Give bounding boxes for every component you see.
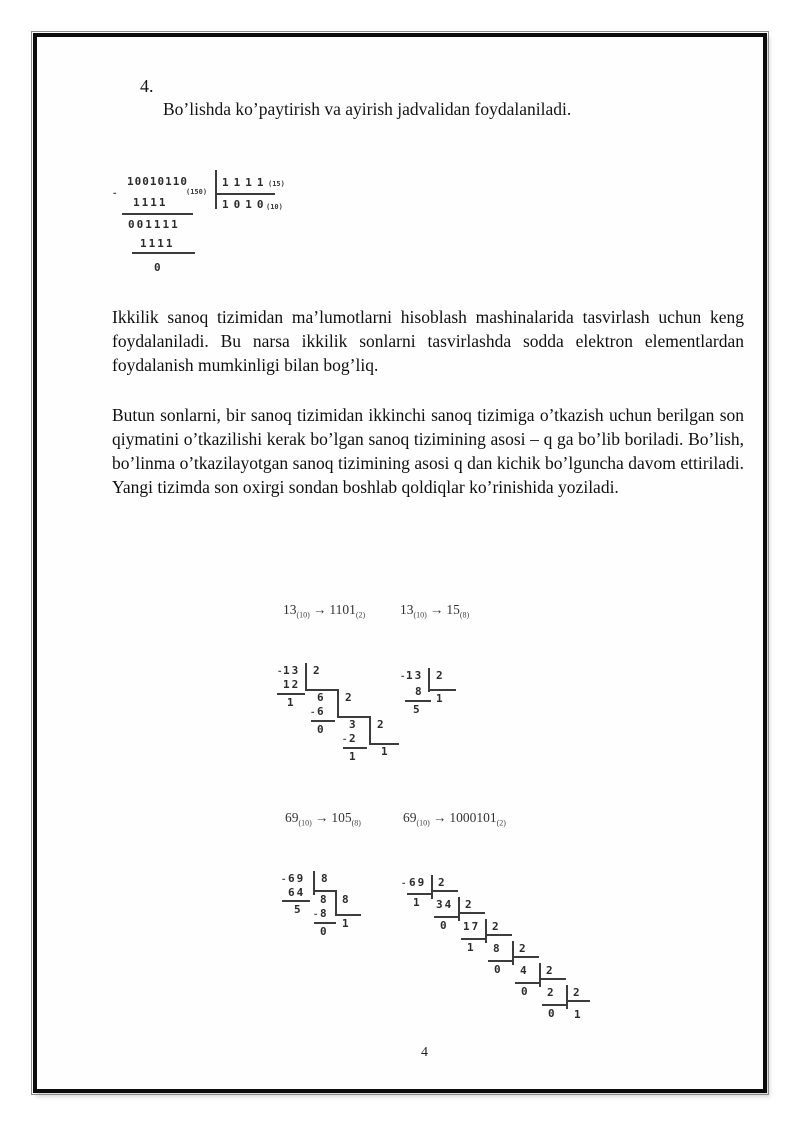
- paragraph: Ikkilik sanoq tizimidan ma’lumotlarni hisoblash mashinalarida tasvirlash uchun keng foydalaniladi. Bu narsa ikkilik sonlarni tasvirlashda sodda elektron elementlardan foydalanish mumkinligi bilan bog’liq.: [112, 307, 744, 375]
- conversion-from-base: (10): [416, 818, 430, 828]
- division-bar: [335, 890, 337, 916]
- staircase-remainder: 1: [349, 750, 358, 763]
- division-line: [461, 938, 485, 940]
- staircase-quotient: 8: [493, 942, 502, 955]
- division-line: [122, 213, 193, 215]
- division-bar: [215, 170, 217, 209]
- division-bar: [337, 689, 339, 716]
- division-line: [515, 982, 539, 984]
- conversion-from: 13: [400, 602, 414, 617]
- division-line: [542, 1004, 566, 1006]
- staircase-quotient: 34: [436, 898, 454, 911]
- conversion-formula: [283, 602, 365, 620]
- staircase-quotient: 3: [349, 718, 358, 731]
- conversion-to: 1101: [329, 602, 356, 617]
- division-staircase-13-to-binary: [277, 661, 412, 763]
- division-bar: [305, 663, 307, 689]
- document-page-frame: [33, 33, 767, 1093]
- minus-sign: -: [277, 667, 283, 677]
- page-number: 4: [421, 1045, 428, 1060]
- conversion-from-base: (10): [296, 610, 310, 620]
- arrow-icon: →: [314, 810, 329, 825]
- division-line: [458, 912, 485, 914]
- staircase-dividend: 13: [283, 664, 301, 677]
- staircase-final-quotient: 1: [436, 692, 445, 705]
- division-line: [428, 689, 456, 691]
- staircase-subtrahend: 64: [288, 886, 306, 899]
- conversion-to-base: (2): [496, 818, 506, 828]
- staircase-quotient: 2: [547, 986, 556, 999]
- section-number: 4.: [140, 76, 154, 96]
- divisor-base-subscript: (15): [268, 180, 285, 188]
- staircase-divisor: 2: [438, 876, 447, 889]
- staircase-divisor: 2: [436, 669, 445, 682]
- staircase-dividend: 69: [409, 876, 427, 889]
- division-line: [343, 747, 367, 749]
- staircase-final-quotient: 1: [381, 745, 390, 758]
- division-line: [512, 956, 539, 958]
- conversion-to-base: (8): [459, 610, 470, 620]
- arrow-icon: →: [429, 602, 444, 617]
- division-staircase-13-to-octal: [400, 665, 475, 723]
- division-line: [405, 700, 431, 702]
- binary-long-division: [110, 168, 295, 276]
- staircase-dividend: 69: [288, 872, 306, 885]
- division-bar: [539, 963, 541, 987]
- division-bar: [458, 897, 460, 921]
- division-staircase-69-to-octal: [280, 870, 390, 938]
- conversion-from-base: (10): [298, 818, 312, 828]
- division-line: [407, 893, 431, 895]
- divisor-value: 1111: [222, 176, 269, 189]
- dividend-value: 10010110: [127, 175, 188, 188]
- subtrahend-value: 1111: [140, 237, 175, 250]
- staircase-remainder: 0: [440, 919, 449, 932]
- conversion-to: 105: [331, 810, 352, 825]
- division-line: [314, 922, 336, 924]
- minus-sign: -: [400, 672, 406, 682]
- conversion-formula: [285, 810, 361, 828]
- conversion-from-base: (10): [413, 610, 427, 620]
- staircase-subtrahend: 8: [415, 685, 424, 698]
- paragraph: Butun sonlarni, bir sanoq tizimidan ikkinchi sanoq tizimiga o’tkazish uchun berilgan son qiymatini o’tkazilishi kerak bo’lgan sanoq tizimining asosi – q ga bo’lib boriladi. Bo’lish, bo’linma o’tkazilayotgan sanoq tizimining asosi q dan kichik bo’lguncha davom ettiriladi. Yangi tizimda son oxirgi sondan boshlab qoldiqlar ko’rinishida yoziladi.: [112, 405, 744, 497]
- staircase-quotient: 8: [320, 893, 329, 906]
- conversion-to-base: (8): [351, 818, 361, 828]
- conversion-from: 13: [283, 602, 297, 617]
- division-line: [431, 890, 458, 892]
- staircase-remainder: 0: [494, 963, 503, 976]
- division-line: [282, 900, 310, 902]
- division-bar: [485, 919, 487, 943]
- staircase-dividend: 13: [406, 669, 424, 682]
- staircase-final-quotient: 1: [574, 1008, 583, 1021]
- staircase-divisor: 8: [342, 893, 351, 906]
- dividend-base-subscript: (150): [186, 188, 208, 196]
- arrow-icon: →: [432, 810, 447, 825]
- division-line: [488, 960, 512, 962]
- division-staircase-69-to-binary: [400, 875, 590, 1025]
- staircase-divisor: 8: [321, 872, 330, 885]
- minus-sign: -: [313, 910, 319, 920]
- conversion-from: 69: [403, 810, 417, 825]
- division-line: [539, 978, 566, 980]
- division-line: [485, 934, 512, 936]
- arrow-icon: →: [312, 602, 327, 617]
- staircase-remainder: 0: [317, 723, 326, 736]
- minus-sign: -: [112, 189, 118, 199]
- remainder-value: 0: [154, 261, 163, 274]
- minus-sign: -: [342, 735, 348, 745]
- staircase-remainder: 0: [521, 985, 530, 998]
- division-bar: [431, 875, 433, 899]
- staircase-divisor: 2: [546, 964, 555, 977]
- minus-sign: -: [281, 875, 287, 885]
- conversion-formula: [400, 602, 469, 620]
- staircase-subtrahend: 8: [320, 907, 329, 920]
- division-line: [335, 914, 361, 916]
- staircase-quotient: 6: [317, 691, 326, 704]
- staircase-divisor: 2: [492, 920, 501, 933]
- conversion-formula: [403, 810, 506, 828]
- staircase-remainder: 0: [548, 1007, 557, 1020]
- division-line: [311, 720, 335, 722]
- staircase-divisor: 2: [519, 942, 528, 955]
- division-line: [277, 693, 305, 695]
- division-bar: [566, 985, 568, 1009]
- staircase-remainder: 0: [320, 925, 329, 938]
- bring-down-value: 001111: [128, 218, 180, 231]
- staircase-divisor: 2: [313, 664, 322, 677]
- division-line: [215, 193, 275, 195]
- division-bar: [512, 941, 514, 965]
- staircase-remainder: 1: [413, 896, 422, 909]
- staircase-final-quotient: 1: [342, 917, 351, 930]
- section-title: Bo’lishda ko’paytirish va ayirish jadvalidan foydalaniladi.: [163, 99, 572, 119]
- staircase-subtrahend: 6: [317, 705, 326, 718]
- staircase-remainder: 1: [467, 941, 476, 954]
- staircase-subtrahend: 2: [349, 732, 358, 745]
- conversion-to: 1000101: [449, 810, 497, 825]
- quotient-value: 1010: [222, 198, 269, 211]
- staircase-divisor: 2: [345, 691, 354, 704]
- subtrahend-value: 1111: [133, 196, 168, 209]
- division-line: [132, 252, 195, 254]
- staircase-subtrahend: 12: [283, 678, 301, 691]
- conversion-to-base: (2): [355, 610, 366, 620]
- division-bar: [369, 716, 371, 743]
- division-line: [566, 1000, 590, 1002]
- staircase-divisor: 2: [465, 898, 474, 911]
- conversion-to: 15: [446, 602, 460, 617]
- staircase-divisor: 2: [377, 718, 386, 731]
- page-content: [37, 37, 763, 1089]
- staircase-quotient: 17: [463, 920, 481, 933]
- minus-sign: -: [310, 708, 316, 718]
- conversion-from: 69: [285, 810, 299, 825]
- staircase-remainder: 1: [287, 696, 296, 709]
- staircase-divisor: 2: [573, 986, 582, 999]
- staircase-remainder: 5: [413, 703, 422, 716]
- division-line: [313, 890, 335, 892]
- quotient-base-subscript: (10): [266, 203, 283, 211]
- staircase-quotient: 4: [520, 964, 529, 977]
- division-line: [434, 916, 458, 918]
- minus-sign: -: [401, 879, 407, 889]
- staircase-remainder: 5: [294, 903, 303, 916]
